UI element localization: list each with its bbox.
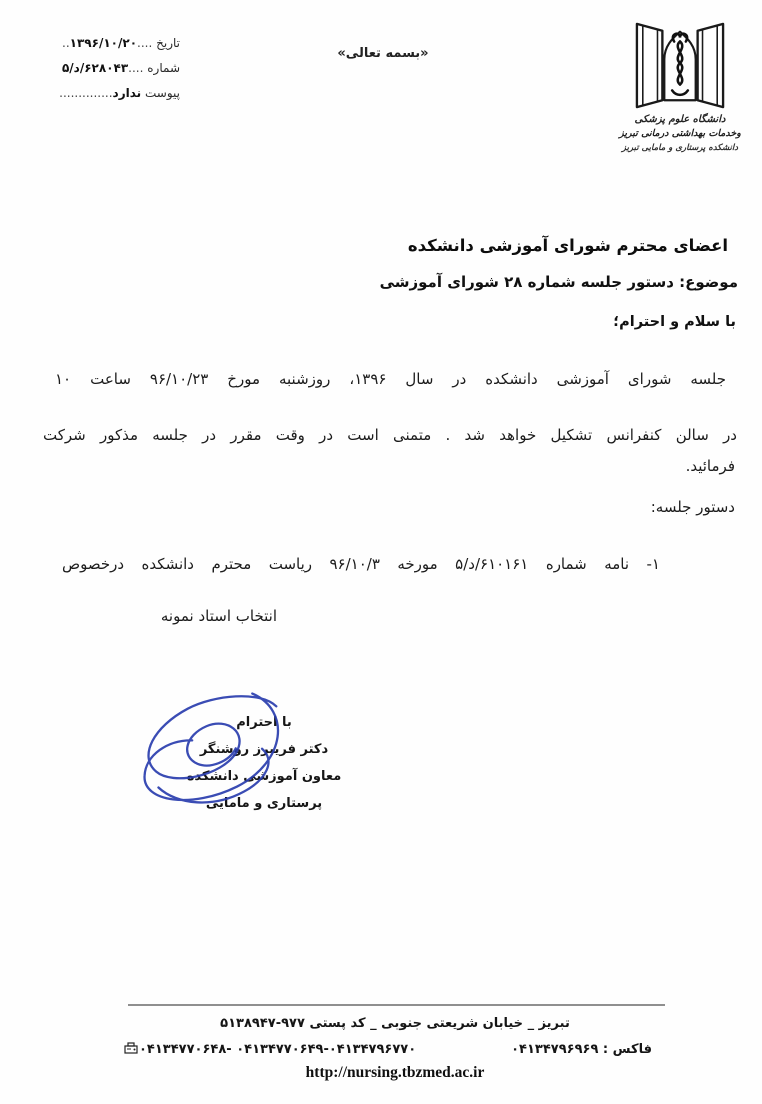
body-line-3: فرمائید.	[685, 457, 735, 475]
signatory-title-1: معاون آموزشی دانشکده	[186, 769, 342, 784]
letterhead-number-row	[12, 61, 180, 75]
signatory-name: دکتر فریبرز روشنگر	[199, 742, 329, 757]
fax-label: فاکس	[612, 1042, 652, 1057]
university-emblem-icon	[629, 18, 731, 112]
emblem-text-line2: وخدمات بهداشتی درمانی تبریز	[619, 128, 741, 139]
number-value: ۶۲۸۰۴۳/د/۵	[61, 61, 129, 75]
number-leader-dots: ....	[128, 61, 144, 75]
emblem-text-line3: دانشکده پرستاری و مامایی تبریز	[621, 143, 739, 153]
footer-divider	[128, 1004, 665, 1006]
signatory-title-2: پرستاری و مامایی	[205, 796, 323, 811]
footer-phones-group	[124, 1042, 416, 1057]
basmala: «بسمه تعالی»	[337, 46, 429, 61]
body-line-2: در سالن کنفرانس تشکیل خواهد شد . متمنی است در وقت مقرر در جلسه مذکور شرکت	[43, 426, 737, 444]
agenda-item-1-line-2: انتخاب استاد نمونه	[160, 607, 277, 625]
footer-contact-row	[124, 1042, 652, 1057]
date-leader-dots: ....	[137, 36, 153, 50]
agenda-label: دستور جلسه:	[650, 498, 735, 516]
salutation-line: با سلام و احترام؛	[613, 314, 736, 330]
date-label: تاریخ	[156, 36, 180, 50]
number-label: شماره	[147, 61, 180, 75]
attachment-value: ندارد	[112, 86, 142, 100]
signature-closing: با احترام	[236, 715, 292, 730]
fax-machine-icon	[124, 1042, 138, 1054]
recipient-line: اعضای محترم شورای آموزشی دانشکده	[407, 236, 728, 255]
letterhead-attachment-row	[12, 86, 180, 100]
signature-scribble-icon	[110, 692, 315, 817]
agenda-item-1-line-1: ۱- نامه شماره ۶۱۰۱۶۱/د/۵ مورخه ۹۶/۱۰/۳ ریاست محترم دانشکده درخصوص	[62, 555, 660, 573]
letterhead-fields	[12, 36, 180, 100]
body-line-1: جلسه شورای آموزشی دانشکده در سال ۱۳۹۶، روزشنبه مورخ ۹۶/۱۰/۲۳ ساعت ۱۰	[55, 370, 727, 388]
attachment-label: پیوست	[145, 86, 180, 100]
phone-numbers: ۰۴۱۳۴۷۷۰۶۴۸- ۰۴۱۳۴۷۷۰۶۴۹-۰۴۱۳۴۷۹۶۷۷۰	[139, 1042, 417, 1057]
subject-line: موضوع: دستور جلسه شماره ۲۸ شورای آموزشی	[379, 273, 738, 291]
letterhead-date-row	[12, 36, 180, 50]
date-trailing-dots: ..	[62, 36, 70, 50]
website-url: http://nursing.tbzmed.ac.ir	[305, 1064, 485, 1081]
fax-number: ۰۴۱۳۴۷۹۶۹۶۹	[511, 1042, 599, 1057]
date-value: ۱۳۹۶/۱۰/۲۰	[69, 36, 138, 50]
footer-fax-group: فاکس : ۰۴۱۳۴۷۹۶۹۶۹	[511, 1042, 652, 1057]
emblem-text-line1: دانشگاه علوم پزشکی	[634, 114, 726, 125]
attachment-trailing-dots: ..............	[59, 86, 113, 100]
footer-address: تبریز _ خیابان شریعتی جنوبی _ کد پستی ۹۷۷-۵۱۳۸۹۴۷	[220, 1016, 570, 1031]
university-logo	[612, 18, 748, 153]
